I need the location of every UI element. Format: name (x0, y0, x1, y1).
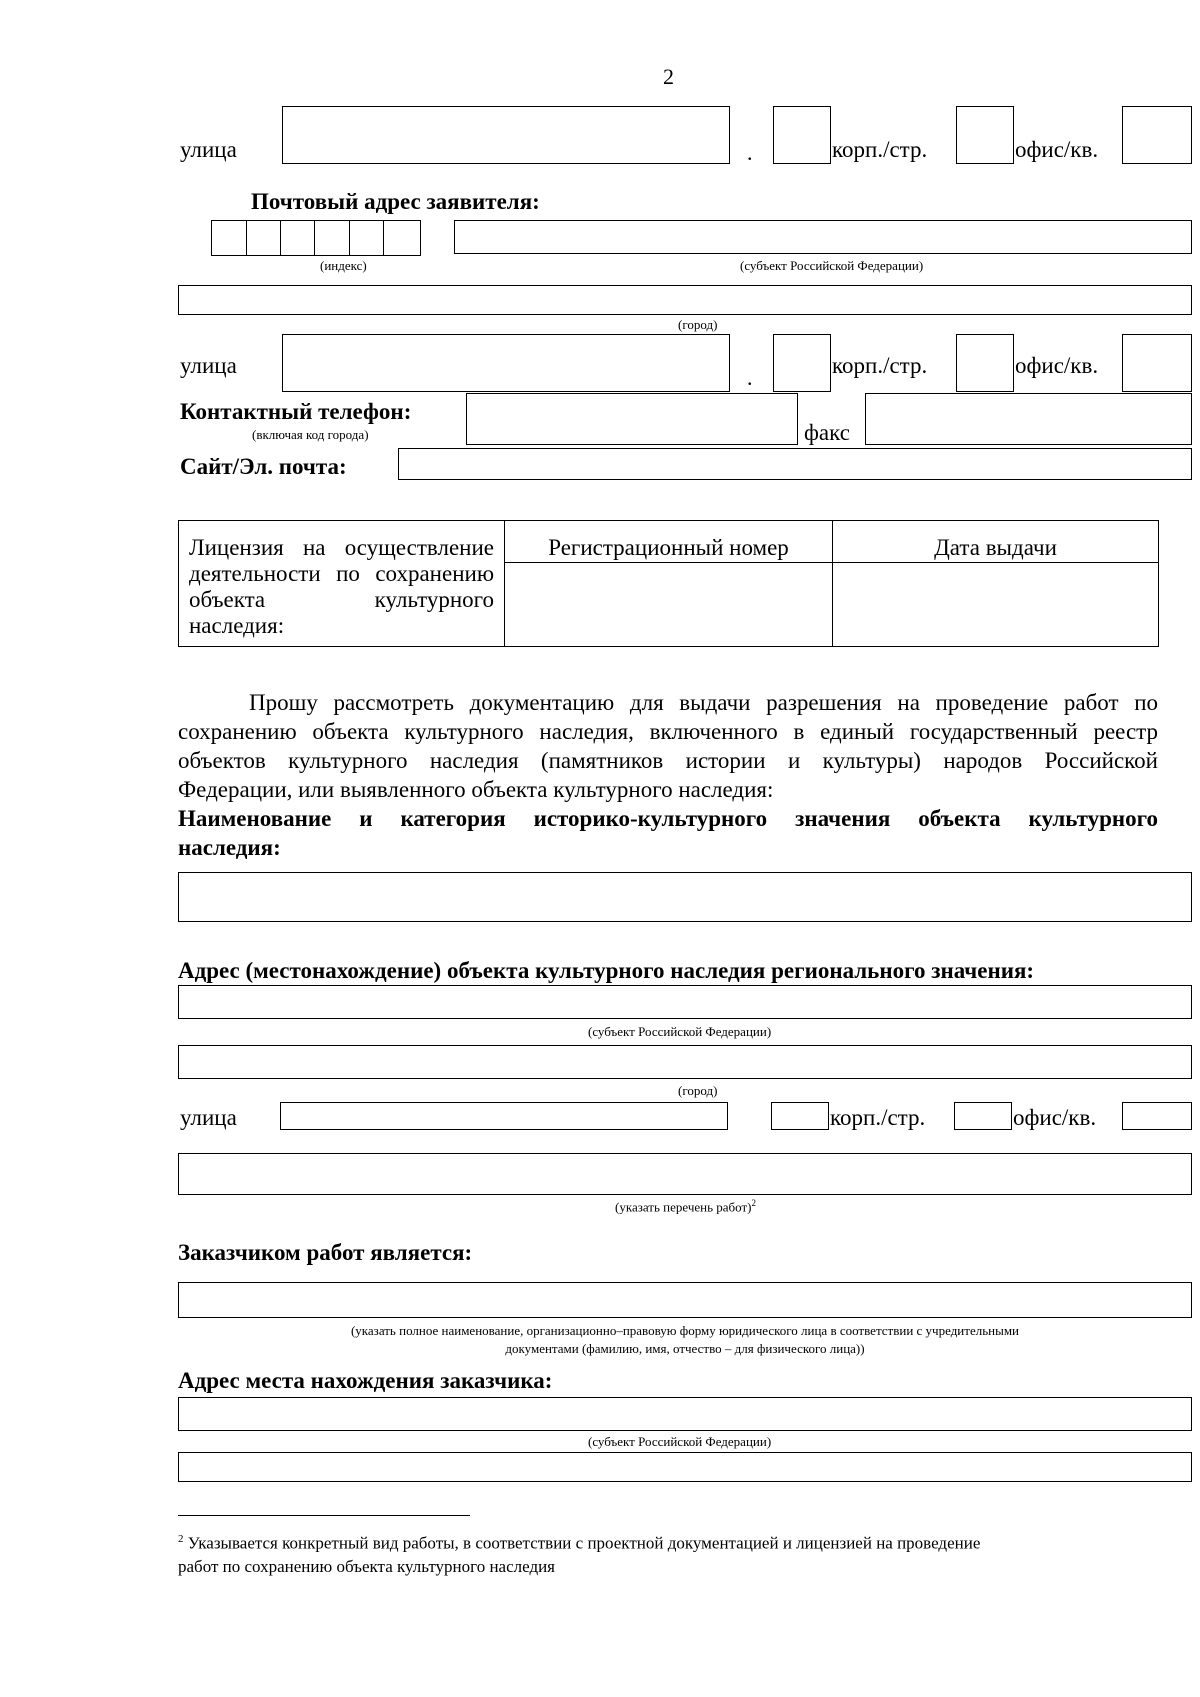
postal-city-caption: (город) (678, 317, 718, 332)
customer-address-heading: Адрес места нахождения заказчика: (178, 1368, 553, 1393)
object-office-input[interactable] (1122, 1102, 1192, 1130)
object-name-heading: Наименование и категория историко-культурного значения объекта культурного наследия: (178, 806, 1158, 860)
postal-korp-label: корп./стр. (832, 353, 928, 378)
customer-caption: (указать полное наименование, организационно–правовую форму юридического лица в соответствии с учредительными документами (фамилию, имя, отчество – для физического лица)) (350, 1323, 1020, 1356)
fax-label: факс (804, 420, 850, 445)
office-input[interactable] (1122, 106, 1192, 164)
postal-index-input[interactable] (211, 220, 421, 256)
customer-heading: Заказчиком работ является: (178, 1240, 473, 1265)
separator-dot: . (747, 140, 753, 165)
footnote-separator (178, 1515, 470, 1516)
postal-address-heading: Почтовый адрес заявителя: (251, 189, 540, 214)
site-email-label: Сайт/Эл. почта: (180, 454, 347, 479)
page-number: 2 (663, 64, 674, 89)
issue-date-header: Дата выдачи (833, 521, 1159, 563)
house-input[interactable] (773, 106, 831, 164)
street-input[interactable] (282, 106, 730, 164)
license-table (178, 520, 1159, 647)
street-label: улица (180, 137, 237, 162)
footnote: $^2$ Указывается конкретный вид работы, в соответствии с проектной документацией и лицензией на проведение работ по сохранению объекта культурного наследия (178, 1533, 981, 1576)
object-subject-caption: (субъект Российской Федерации) (588, 1024, 772, 1039)
postal-office-input[interactable] (1122, 334, 1192, 392)
request-paragraph: Прошу рассмотреть документацию для выдачи разрешения на проведение работ по сохранению объекта культурного наследия, включенного в единый государственный реестр объектов культурного наследия (памятников истории и культуры) народов Российской Федерации, или выявленного объекта культурного наследия: (178, 690, 1158, 802)
customer-input[interactable] (178, 1282, 1192, 1318)
site-email-input[interactable] (398, 448, 1192, 480)
works-list-caption: (указать перечень работ)$^2$ (615, 1198, 756, 1215)
object-street-label: улица (180, 1105, 237, 1130)
postal-city-input[interactable] (178, 285, 1192, 315)
footnote-marker: 2 (178, 1533, 184, 1545)
postal-subject-input[interactable] (454, 220, 1192, 254)
object-korp-input[interactable] (954, 1102, 1012, 1130)
korp-input[interactable] (956, 106, 1014, 164)
postal-street-label: улица (180, 353, 237, 378)
object-subject-input[interactable] (178, 985, 1192, 1019)
customer-subject-caption: (субъект Российской Федерации) (588, 1434, 772, 1449)
postal-subject-caption: (субъект Российской Федерации) (740, 258, 924, 273)
license-row-label: Лицензия на осуществление деятельности по сохранению объекта культурного наследия: (179, 521, 505, 647)
postal-office-label: офис/кв. (1015, 353, 1099, 378)
phone-input[interactable] (466, 393, 798, 445)
phone-caption: (включая код города) (252, 427, 369, 442)
object-office-label: офис/кв. (1013, 1105, 1097, 1130)
postal-korp-input[interactable] (956, 334, 1014, 392)
registration-number-header: Регистрационный номер (505, 521, 833, 563)
object-name-input[interactable] (178, 872, 1192, 922)
object-korp-label: корп./стр. (830, 1105, 926, 1130)
postal-street-input[interactable] (282, 334, 730, 392)
fax-input[interactable] (865, 393, 1192, 445)
registration-number-cell[interactable] (505, 563, 833, 647)
works-list-input[interactable] (178, 1153, 1192, 1195)
object-house-input[interactable] (771, 1102, 829, 1130)
object-street-input[interactable] (280, 1102, 728, 1130)
object-city-input[interactable] (178, 1045, 1192, 1079)
office-label: офис/кв. (1015, 137, 1099, 162)
phone-label: Контактный телефон: (180, 399, 412, 424)
customer-subject-input[interactable] (178, 1397, 1192, 1431)
korp-label: корп./стр. (832, 137, 928, 162)
postal-index-caption: (индекс) (320, 258, 367, 273)
customer-city-input[interactable] (178, 1452, 1192, 1482)
object-city-caption: (город) (678, 1083, 718, 1098)
object-address-heading: Адрес (местонахождение) объекта культурного наследия регионального значения: (178, 958, 1035, 983)
separator-dot: . (747, 365, 753, 390)
issue-date-cell[interactable] (833, 563, 1159, 647)
postal-house-input[interactable] (773, 334, 831, 392)
